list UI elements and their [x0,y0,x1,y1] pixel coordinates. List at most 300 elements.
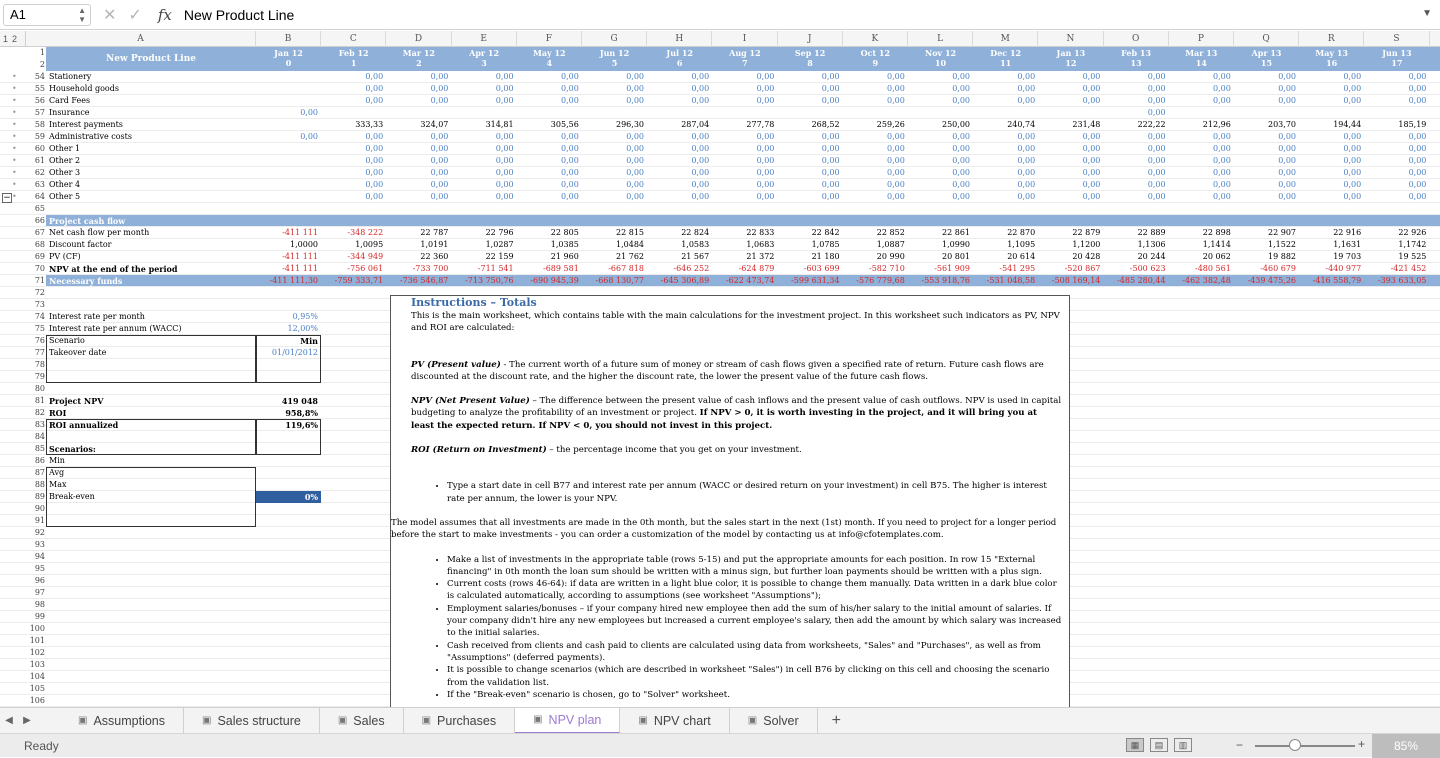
data-cell[interactable]: 0,00 [1147,180,1166,189]
data-cell[interactable]: 0,00 [886,168,905,177]
data-cell[interactable]: 222,22 [1137,120,1166,129]
data-cell[interactable]: 0,00 [430,168,449,177]
data-cell[interactable]: 0,00 [821,156,840,165]
row-number[interactable]: 86 [34,456,45,465]
data-cell[interactable]: 0,00 [821,192,840,201]
data-cell[interactable]: 0,00 [886,192,905,201]
data-cell[interactable]: 0,00 [626,72,644,81]
name-box-spinner-icon[interactable]: ▲ ▼ [78,5,86,24]
tab-scroll-left-icon[interactable]: ◀ [5,715,13,726]
data-cell[interactable]: -645 306,89 [660,276,710,285]
data-cell[interactable]: -411 111,30 [269,276,318,285]
data-cell[interactable]: 0,00 [626,192,644,201]
data-cell[interactable]: 20 244 [1137,252,1166,261]
data-cell[interactable]: 0,00 [1212,180,1231,189]
data-cell[interactable]: -646 252 [673,264,710,273]
data-cell[interactable]: 0,00 [1408,168,1427,177]
data-cell[interactable]: 0,00 [1278,168,1296,177]
data-cell[interactable]: 314,81 [485,120,514,129]
column-header-m[interactable]: M [973,31,1038,47]
data-cell[interactable]: 0,00 [756,192,775,201]
data-cell[interactable]: 0,00 [560,156,579,165]
data-cell[interactable]: 0,00 [821,132,840,141]
row-number[interactable]: 97 [34,588,45,597]
column-header-h[interactable]: H [647,31,712,47]
cell-b[interactable]: 0,00 [300,108,318,117]
data-cell[interactable]: 22 907 [1268,228,1296,237]
data-cell[interactable]: 0,00 [1278,96,1296,105]
column-header-n[interactable]: N [1038,31,1103,47]
data-cell[interactable]: 22 360 [420,252,449,261]
data-cell[interactable]: 0,00 [886,96,905,105]
data-cell[interactable]: 0,00 [1082,72,1101,81]
column-header-q[interactable]: Q [1234,31,1299,47]
parameter-value[interactable]: 0,95% [292,312,318,321]
data-cell[interactable]: -599 631,34 [791,276,840,285]
data-cell[interactable]: 1,0990 [942,240,970,249]
data-cell[interactable]: 21 180 [811,252,840,261]
data-cell[interactable]: 0,00 [952,96,970,105]
data-cell[interactable]: 250,00 [942,120,970,129]
column-header-p[interactable]: P [1169,31,1234,47]
data-cell[interactable]: 19 525 [1398,252,1427,261]
parameter-value[interactable]: 01/01/2012 [271,348,318,357]
data-cell[interactable]: 0,00 [1408,180,1427,189]
data-cell[interactable]: 277,78 [746,120,775,129]
column-header-l[interactable]: L [908,31,973,47]
data-cell[interactable]: 0,00 [756,168,775,177]
data-cell[interactable]: -759 333,71 [334,276,384,285]
row-number[interactable]: 75 [34,324,45,333]
instructions-textbox[interactable] [390,295,1070,715]
row-number[interactable]: 96 [34,576,45,585]
row-number[interactable]: 70 [34,264,45,273]
data-cell[interactable]: 0,00 [1082,156,1101,165]
data-cell[interactable]: 20 062 [1202,252,1231,261]
data-cell[interactable]: 0,00 [1147,108,1166,117]
data-cell[interactable]: 0,00 [560,168,579,177]
data-cell[interactable]: 0,00 [1147,156,1166,165]
row-number[interactable]: 85 [34,444,45,453]
data-cell[interactable]: 0,00 [626,84,644,93]
data-cell[interactable]: 0,00 [691,132,710,141]
data-cell[interactable]: 0,00 [756,144,775,153]
data-cell[interactable]: 0,00 [886,180,905,189]
parameter-value[interactable]: 12,00% [287,324,318,333]
data-cell[interactable]: -421 452 [1390,264,1427,273]
data-cell[interactable]: -439 475,26 [1247,276,1296,285]
data-cell[interactable]: 21 372 [746,252,775,261]
data-cell[interactable]: 22 889 [1137,228,1166,237]
data-cell[interactable]: -582 710 [869,264,905,273]
row-number[interactable]: 102 [29,648,45,657]
data-cell[interactable]: 0,00 [1082,96,1101,105]
data-cell[interactable]: 0,00 [1343,144,1362,153]
data-cell[interactable]: 19 882 [1268,252,1296,261]
data-cell[interactable]: 0,00 [1017,72,1036,81]
data-cell[interactable]: 0,00 [1147,84,1166,93]
data-cell[interactable]: 0,00 [1212,156,1231,165]
data-cell[interactable]: 0,00 [1408,144,1427,153]
sheet-tab[interactable] [60,708,184,734]
data-cell[interactable]: 1,1414 [1202,240,1231,249]
data-cell[interactable]: 1,1631 [1333,240,1362,249]
data-cell[interactable]: -440 977 [1325,264,1362,273]
data-cell[interactable]: 1,0785 [811,240,840,249]
row-number[interactable]: 100 [29,624,45,633]
data-cell[interactable]: 0,00 [1017,132,1036,141]
data-cell[interactable]: 0,00 [1212,168,1231,177]
row-number[interactable]: 61 [34,156,45,165]
row-number[interactable]: 80 [34,384,45,393]
data-cell[interactable]: 0,00 [1278,144,1296,153]
row-number[interactable]: 56 [34,96,45,105]
data-cell[interactable]: 0,00 [1082,84,1101,93]
data-cell[interactable]: 20 614 [1007,252,1036,261]
data-cell[interactable]: 1,0583 [681,240,710,249]
column-header-c[interactable]: C [321,31,386,47]
data-cell[interactable]: 0,00 [1147,96,1166,105]
data-cell[interactable]: 0,00 [495,144,514,153]
data-cell[interactable]: 0,00 [365,156,384,165]
sheet-tab[interactable] [620,708,729,734]
data-cell[interactable]: 0,00 [952,180,970,189]
column-header-s[interactable]: S [1364,31,1429,47]
data-cell[interactable]: 0,00 [1017,168,1036,177]
data-cell[interactable]: 0,00 [1278,180,1296,189]
data-cell[interactable]: -576 779,68 [856,276,905,285]
data-cell[interactable]: -668 130,77 [595,276,644,285]
data-cell[interactable]: 1,1522 [1268,240,1296,249]
data-cell[interactable]: 0,00 [1017,144,1036,153]
sheet-tab[interactable] [184,708,320,734]
data-cell[interactable]: 20 428 [1072,252,1101,261]
data-cell[interactable]: 0,00 [691,168,710,177]
row-number[interactable]: 78 [34,360,45,369]
row-number[interactable]: 92 [34,528,45,537]
outline-level-buttons[interactable] [0,31,26,47]
data-cell[interactable]: -711 541 [477,264,514,273]
data-cell[interactable]: 0,00 [495,192,514,201]
data-cell[interactable]: -736 546,87 [399,276,449,285]
data-cell[interactable]: 0,00 [952,192,970,201]
data-cell[interactable]: 0,00 [886,144,905,153]
data-cell[interactable]: 0,00 [626,156,644,165]
data-cell[interactable]: 0,00 [1212,144,1231,153]
break-even-value[interactable]: 0% [256,491,321,503]
row-number[interactable]: 66 [34,216,45,225]
data-cell[interactable]: 0,00 [1017,84,1036,93]
data-cell[interactable]: 22 787 [420,228,449,237]
data-cell[interactable]: 0,00 [1278,192,1296,201]
cell-b[interactable]: 0,00 [300,132,318,141]
column-header-f[interactable]: F [517,31,582,47]
data-cell[interactable]: 0,00 [430,144,449,153]
data-cell[interactable]: 22 842 [811,228,840,237]
data-cell[interactable]: 0,00 [365,96,384,105]
data-cell[interactable]: 0,00 [1017,192,1036,201]
data-cell[interactable]: 0,00 [560,192,579,201]
data-cell[interactable]: 0,00 [560,72,579,81]
data-cell[interactable]: -411 111 [282,252,318,261]
data-cell[interactable]: 0,00 [430,180,449,189]
data-cell[interactable]: 0,00 [1082,180,1101,189]
column-header-d[interactable]: D [386,31,451,47]
data-cell[interactable]: 0,00 [756,84,775,93]
data-cell[interactable]: 0,00 [1278,156,1296,165]
sheet-tab[interactable] [404,708,516,734]
data-cell[interactable]: 0,00 [1017,96,1036,105]
row-number[interactable]: 104 [29,672,45,681]
row-number[interactable]: 64 [34,192,45,201]
data-cell[interactable]: 1,0095 [355,240,384,249]
data-cell[interactable]: 0,00 [952,132,970,141]
row-number[interactable]: 103 [29,660,45,669]
data-cell[interactable]: -411 111 [282,264,318,273]
data-cell[interactable]: 0,00 [1343,84,1362,93]
data-cell[interactable]: 0,00 [365,168,384,177]
column-header-a[interactable]: A [26,31,256,47]
data-cell[interactable]: 0,00 [626,132,644,141]
row-number[interactable]: 101 [29,636,45,645]
data-cell[interactable]: 22 898 [1202,228,1231,237]
data-cell[interactable]: 0,00 [626,180,644,189]
data-cell[interactable]: 0,00 [1147,168,1166,177]
data-cell[interactable]: 0,00 [495,72,514,81]
data-cell[interactable]: 0,00 [691,192,710,201]
data-cell[interactable]: 0,00 [691,72,710,81]
data-cell[interactable]: -667 818 [608,264,644,273]
row-number[interactable]: 82 [34,408,45,417]
data-cell[interactable]: -690 945,39 [530,276,579,285]
data-cell[interactable]: 0,00 [821,144,840,153]
row-number[interactable]: 105 [29,684,45,693]
sheet-tab[interactable] [515,708,620,734]
data-cell[interactable]: 0,00 [365,180,384,189]
row-number[interactable]: 74 [34,312,45,321]
data-cell[interactable]: 212,96 [1202,120,1231,129]
data-cell[interactable]: 0,00 [1212,72,1231,81]
row-number[interactable]: 65 [34,204,45,213]
data-cell[interactable]: 0,00 [1408,192,1427,201]
data-cell[interactable]: -348 222 [347,228,384,237]
row-number[interactable]: 67 [34,228,45,237]
data-cell[interactable]: 19 703 [1333,252,1362,261]
data-cell[interactable]: 240,74 [1007,120,1036,129]
data-cell[interactable]: 22 861 [942,228,970,237]
data-cell[interactable]: 0,00 [1278,72,1296,81]
data-cell[interactable]: 0,00 [430,192,449,201]
spreadsheet-grid[interactable] [0,47,1440,707]
column-header-r[interactable]: R [1299,31,1364,47]
data-cell[interactable]: 0,00 [756,180,775,189]
page-break-view-icon[interactable]: ▥ [1174,738,1192,752]
row-number[interactable]: 79 [34,372,45,381]
data-cell[interactable]: 0,00 [886,84,905,93]
data-cell[interactable]: 0,00 [365,192,384,201]
data-cell[interactable]: 22 159 [485,252,514,261]
row-number[interactable]: 76 [34,336,45,345]
column-header-o[interactable]: O [1104,31,1169,47]
row-number[interactable]: 88 [34,480,45,489]
data-cell[interactable]: 0,00 [1017,180,1036,189]
data-cell[interactable]: -520 867 [1064,264,1101,273]
data-cell[interactable]: -411 111 [282,228,318,237]
column-header-b[interactable]: B [256,31,321,47]
data-cell[interactable]: 21 567 [681,252,710,261]
zoom-in-button[interactable]: + [1358,737,1366,751]
row-number[interactable]: 90 [34,504,45,513]
row-number[interactable]: 58 [34,120,45,129]
data-cell[interactable]: 0,00 [1408,84,1427,93]
row-number[interactable]: 71 [34,276,45,285]
data-cell[interactable]: 0,00 [952,168,970,177]
data-cell[interactable]: 259,26 [876,120,905,129]
result-value[interactable]: 119,6% [285,420,318,430]
column-header-i[interactable]: I [712,31,777,47]
data-cell[interactable]: 0,00 [495,96,514,105]
data-cell[interactable]: 0,00 [560,180,579,189]
data-cell[interactable]: 21 762 [616,252,644,261]
outline-level-2[interactable]: 2 [12,34,18,44]
result-value[interactable]: 419 048 [281,396,318,406]
data-cell[interactable]: 0,00 [560,132,579,141]
data-cell[interactable]: 0,00 [626,144,644,153]
add-sheet-button[interactable]: + [831,711,842,729]
data-cell[interactable]: -480 561 [1195,264,1231,273]
row-number[interactable]: 77 [34,348,45,357]
data-cell[interactable]: -624 879 [738,264,775,273]
data-cell[interactable]: 305,56 [550,120,579,129]
data-cell[interactable]: 22 833 [746,228,775,237]
formula-input[interactable]: New Product Line [183,6,295,23]
row-number[interactable]: 62 [34,168,45,177]
data-cell[interactable]: -485 280,44 [1117,276,1166,285]
data-cell[interactable]: 0,00 [1408,72,1427,81]
data-cell[interactable]: 0,00 [1212,192,1231,201]
data-cell[interactable]: 0,00 [691,180,710,189]
cancel-icon[interactable]: ✕ [103,6,117,24]
result-value[interactable]: 958,8% [285,408,318,418]
data-cell[interactable]: -500 623 [1129,264,1166,273]
data-cell[interactable]: 0,00 [756,96,775,105]
column-header-j[interactable]: J [778,31,843,47]
chevron-down-icon[interactable]: ▼ [1422,8,1432,19]
data-cell[interactable]: 22 926 [1398,228,1427,237]
data-cell[interactable]: 0,00 [365,84,384,93]
zoom-slider-handle[interactable] [1289,739,1301,751]
data-cell[interactable]: 0,00 [691,144,710,153]
data-cell[interactable]: -713 750,76 [465,276,514,285]
data-cell[interactable]: 0,00 [365,72,384,81]
data-cell[interactable]: 0,00 [560,84,579,93]
sheet-tab[interactable] [320,708,404,734]
data-cell[interactable]: 0,00 [1082,168,1101,177]
column-header-k[interactable]: K [843,31,908,47]
data-cell[interactable]: 0,00 [756,132,775,141]
function-icon[interactable]: fx [157,5,172,24]
data-cell[interactable]: 1,1200 [1072,240,1101,249]
data-cell[interactable]: -344 949 [347,252,384,261]
row-number[interactable]: 73 [34,300,45,309]
confirm-icon[interactable]: ✓ [128,6,142,24]
data-cell[interactable]: -733 700 [412,264,449,273]
data-cell[interactable]: 0,00 [430,156,449,165]
row-number[interactable]: 98 [34,600,45,609]
row-number[interactable]: 99 [34,612,45,621]
row-number[interactable]: 68 [34,240,45,249]
data-cell[interactable]: 22 815 [616,228,644,237]
row-number[interactable]: 95 [34,564,45,573]
data-cell[interactable]: 0,00 [1278,132,1296,141]
data-cell[interactable]: 0,00 [821,96,840,105]
data-cell[interactable]: 20 990 [876,252,905,261]
data-cell[interactable]: 185,19 [1398,120,1427,129]
row-number[interactable]: 84 [34,432,45,441]
zoom-out-button[interactable]: − [1236,738,1244,752]
data-cell[interactable]: 0,00 [1082,132,1101,141]
data-cell[interactable]: 1,1095 [1007,240,1036,249]
normal-view-icon[interactable]: ▦ [1126,738,1144,752]
data-cell[interactable]: 0,00 [886,156,905,165]
data-cell[interactable]: 0,00 [430,84,449,93]
data-cell[interactable]: 0,00 [365,132,384,141]
data-cell[interactable]: 1,0385 [550,240,579,249]
data-cell[interactable]: 0,00 [1147,192,1166,201]
data-cell[interactable]: 0,00 [821,168,840,177]
data-cell[interactable]: -689 581 [543,264,579,273]
tab-scroll-right-icon[interactable]: ▶ [23,715,31,726]
data-cell[interactable]: 0,00 [821,72,840,81]
data-cell[interactable]: 0,00 [1408,132,1427,141]
data-cell[interactable]: 0,00 [495,84,514,93]
data-cell[interactable]: -460 679 [1260,264,1296,273]
data-cell[interactable]: 1,0287 [485,240,514,249]
data-cell[interactable]: 0,00 [495,180,514,189]
row-number[interactable]: 57 [34,108,45,117]
data-cell[interactable]: -541 295 [999,264,1036,273]
data-cell[interactable]: 1,0191 [420,240,449,249]
data-cell[interactable]: 0,00 [1212,132,1231,141]
data-cell[interactable]: 231,48 [1072,120,1101,129]
zoom-level[interactable]: 85% [1372,734,1440,758]
data-cell[interactable]: 0,00 [1147,132,1166,141]
data-cell[interactable]: -531 048,58 [986,276,1036,285]
data-cell[interactable]: 0,00 [691,156,710,165]
data-cell[interactable]: -561 909 [934,264,970,273]
data-cell[interactable]: 0,00 [821,84,840,93]
data-cell[interactable]: 1,0484 [616,240,644,249]
data-cell[interactable]: 0,00 [1343,72,1362,81]
data-cell[interactable]: 1,1742 [1398,240,1427,249]
row-number[interactable]: 81 [34,396,45,405]
data-cell[interactable]: 0,00 [886,132,905,141]
data-cell[interactable]: 1,1306 [1137,240,1166,249]
outline-collapse-button[interactable]: − [3,193,11,203]
data-cell[interactable]: 287,04 [681,120,710,129]
data-cell[interactable]: 0,00 [1212,84,1231,93]
data-cell[interactable]: 0,00 [560,96,579,105]
data-cell[interactable]: 21 960 [550,252,579,261]
data-cell[interactable]: -393 633,05 [1377,276,1427,285]
data-cell[interactable]: 0,00 [821,180,840,189]
data-cell[interactable]: 20 801 [942,252,970,261]
data-cell[interactable]: 22 824 [681,228,710,237]
data-cell[interactable]: -462 382,48 [1182,276,1231,285]
data-cell[interactable]: -553 918,76 [921,276,970,285]
data-cell[interactable]: 22 879 [1072,228,1101,237]
data-cell[interactable]: 0,00 [560,144,579,153]
